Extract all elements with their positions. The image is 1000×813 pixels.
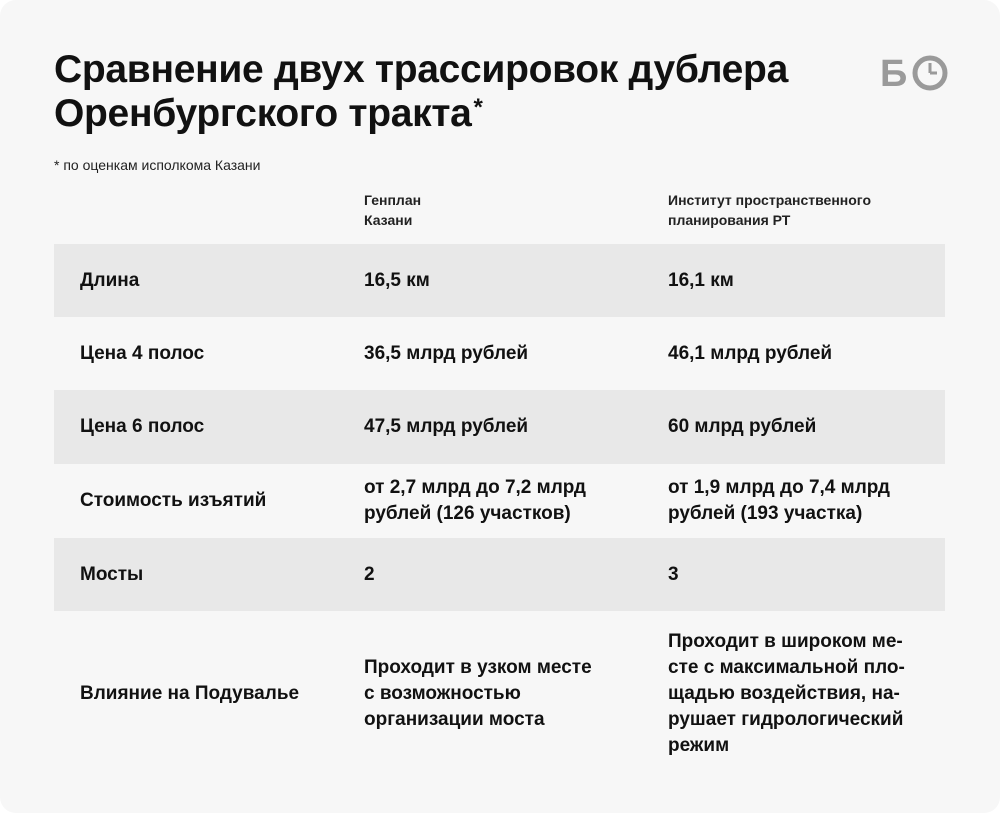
clock-icon bbox=[915, 58, 945, 88]
row-value-institute bbox=[668, 464, 938, 538]
value-line: от 1,9 млрд до 7,4 млрд bbox=[668, 477, 890, 498]
row-label: Влияние на Подувалье bbox=[80, 683, 300, 704]
title-asterisk: * bbox=[473, 94, 483, 121]
column-header-institute-line-1: Институт пространственного bbox=[668, 192, 871, 208]
value-line: Проходит в широком ме- bbox=[668, 631, 903, 652]
table-row bbox=[54, 244, 945, 317]
footnote: * по оценкам исполкома Казани bbox=[54, 157, 261, 173]
value-line: щадью воздействия, на- bbox=[668, 683, 900, 704]
column-header-institute bbox=[668, 190, 928, 230]
row-label: Стоимость изъятий bbox=[80, 490, 267, 511]
title-line-2 bbox=[54, 92, 854, 136]
page-title bbox=[54, 48, 854, 136]
column-header-genplan bbox=[364, 190, 564, 230]
row-value-genplan: 36,5 млрд рублей bbox=[364, 342, 529, 364]
row-value-institute: 46,1 млрд рублей bbox=[668, 342, 833, 364]
value-line: сте с максимальной пло- bbox=[668, 657, 905, 678]
bo-logo bbox=[880, 52, 950, 92]
row-value-institute: 3 bbox=[668, 563, 679, 585]
logo-letter-b: Б bbox=[880, 53, 908, 92]
row-value-genplan: 2 bbox=[364, 563, 375, 585]
row-label: Цена 4 полос bbox=[80, 342, 205, 364]
value-line: с возможностью bbox=[364, 683, 521, 704]
table-row bbox=[54, 464, 945, 538]
value-line: Проходит в узком месте bbox=[364, 657, 592, 678]
row-label: Длина bbox=[80, 269, 140, 291]
value-line: рублей (126 участков) bbox=[364, 503, 571, 524]
row-value-genplan: 47,5 млрд рублей bbox=[364, 416, 529, 437]
row-value-genplan bbox=[364, 611, 634, 777]
value-line: рушает гидрологический bbox=[668, 709, 904, 730]
title-line-1: Сравнение двух трассировок дублера bbox=[54, 48, 788, 91]
row-label: Цена 6 полос bbox=[80, 416, 205, 437]
row-label: Мосты bbox=[80, 563, 144, 585]
row-value-genplan: 16,5 км bbox=[364, 269, 430, 291]
row-value-institute: 16,1 км bbox=[668, 269, 734, 291]
row-value-institute: 60 млрд рублей bbox=[668, 416, 817, 437]
column-header-institute-line-2: планирования РТ bbox=[668, 212, 791, 228]
value-line: рублей (193 участка) bbox=[668, 503, 863, 524]
table-row bbox=[54, 611, 945, 777]
title-line-2-text: Оренбургского тракта bbox=[54, 92, 472, 135]
column-header-genplan-line-2: Казани bbox=[364, 212, 413, 228]
table-row bbox=[54, 317, 945, 390]
value-line: режим bbox=[668, 735, 730, 756]
value-line: организации моста bbox=[364, 709, 545, 730]
row-value-genplan bbox=[364, 464, 634, 538]
value-line: от 2,7 млрд до 7,2 млрд bbox=[364, 477, 586, 498]
table-row bbox=[54, 390, 945, 464]
column-header-genplan-line-1: Генплан bbox=[364, 192, 422, 208]
row-value-institute bbox=[668, 611, 938, 777]
table-row bbox=[54, 538, 945, 611]
